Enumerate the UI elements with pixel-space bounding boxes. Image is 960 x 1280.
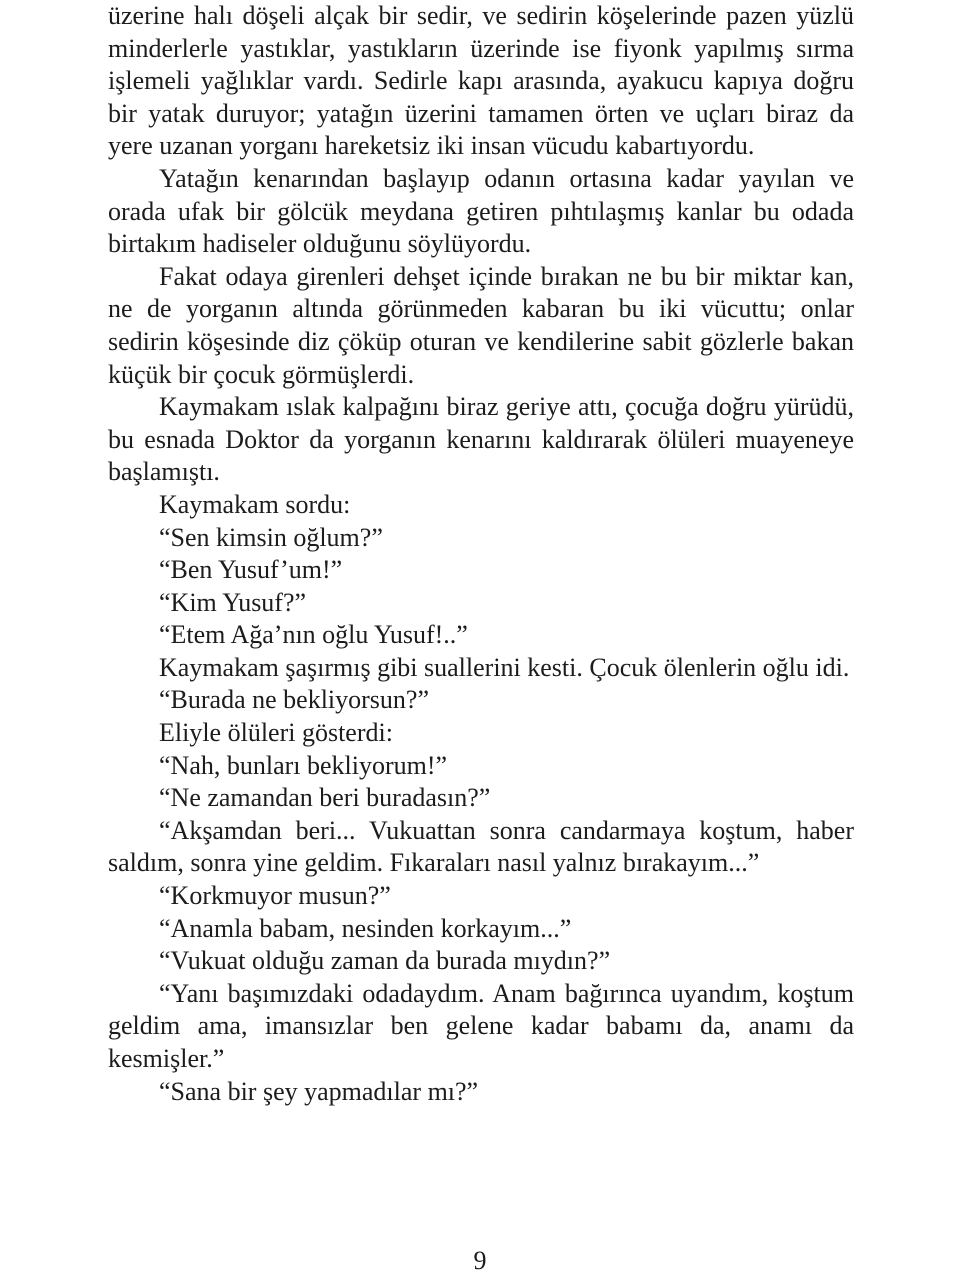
dialogue-line: “Ne zamandan beri buradasın?” [159,783,491,813]
dialogue-line: “Sana bir şey yapmadılar mı?” [159,1076,479,1106]
paragraph: Kaymakam şaşırmış gibi suallerini kesti. Çocuk ölenlerin oğlu idi. [159,652,850,682]
dialogue-line: “Vukuat olduğu zaman da burada mıydın?” [159,946,611,976]
paragraph: Kaymakam sordu: [159,489,351,519]
dialogue-line: “Ben Yusuf’um!” [159,555,343,585]
paragraph: üzerine halı döşeli alçak bir sedir, ve sedirin köşelerinde pazen yüzlü minderlerle yastıklar, yastıkların üzerinde ise fiyonk yapılmış sırma işlemeli yağlıklar vardı. Sedirle kapı arasında, ayakucu kapıya doğru bir yatak duruyor; yatağın üzerini tamamen örten ve uçları biraz da yere uzanan yorganı hareketsiz iki insan vücudu kabartıyordu. [108,1,854,161]
dialogue-line: “Kim Yusuf?” [159,587,307,617]
dialogue-line: “Nah, bunları bekliyorum!” [159,750,448,780]
paragraph: Kaymakam ıslak kalpağını biraz geriye attı, çocuğa doğru yürüdü, bu esnada Doktor da yorganın kenarını kaldırarak ölüleri muayeneye başlamıştı. [108,392,854,487]
paragraph: Eliyle ölüleri gösterdi: [159,718,393,748]
page-body [108,0,854,1108]
dialogue-line: “Burada ne bekliyorsun?” [159,685,430,715]
dialogue-line: “Korkmuyor musun?” [159,881,391,911]
paragraph: Fakat odaya girenleri dehşet içinde bırakan ne bu bir miktar kan, ne de yorganın altında görünmeden kabaran bu iki vücuttu; onlar sedirin köşesinde diz çöküp oturan ve kendilerine sabit gözlerle bakan küçük bir çocuk görmüşlerdi. [108,261,854,389]
dialogue-line: “Etem Ağa’nın oğlu Yusuf!..” [159,620,468,650]
dialogue-line: “Anamla babam, nesinden korkayım...” [159,913,572,943]
dialogue-line: “Akşamdan beri... Vukuattan sonra candarmaya koştum, haber saldım, sonra yine geldim. Fıkaraları nasıl yalnız bırakayım...” [108,815,854,878]
page-number: 9 [473,1246,487,1275]
dialogue-line: “Sen kimsin oğlum?” [159,522,383,552]
paragraph: Yatağın kenarından başlayıp odanın ortasına kadar yayılan ve orada ufak bir gölcük meydana getiren pıhtılaşmış kanlar bu odada birtakım hadiseler olduğunu söylüyordu. [108,163,854,259]
dialogue-line: “Yanı başımızdaki odadaydım. Anam bağırınca uyandım, koştum geldim ama, imansızlar ben gelene kadar babamı da, anamı da kesmişler.” [108,978,854,1073]
